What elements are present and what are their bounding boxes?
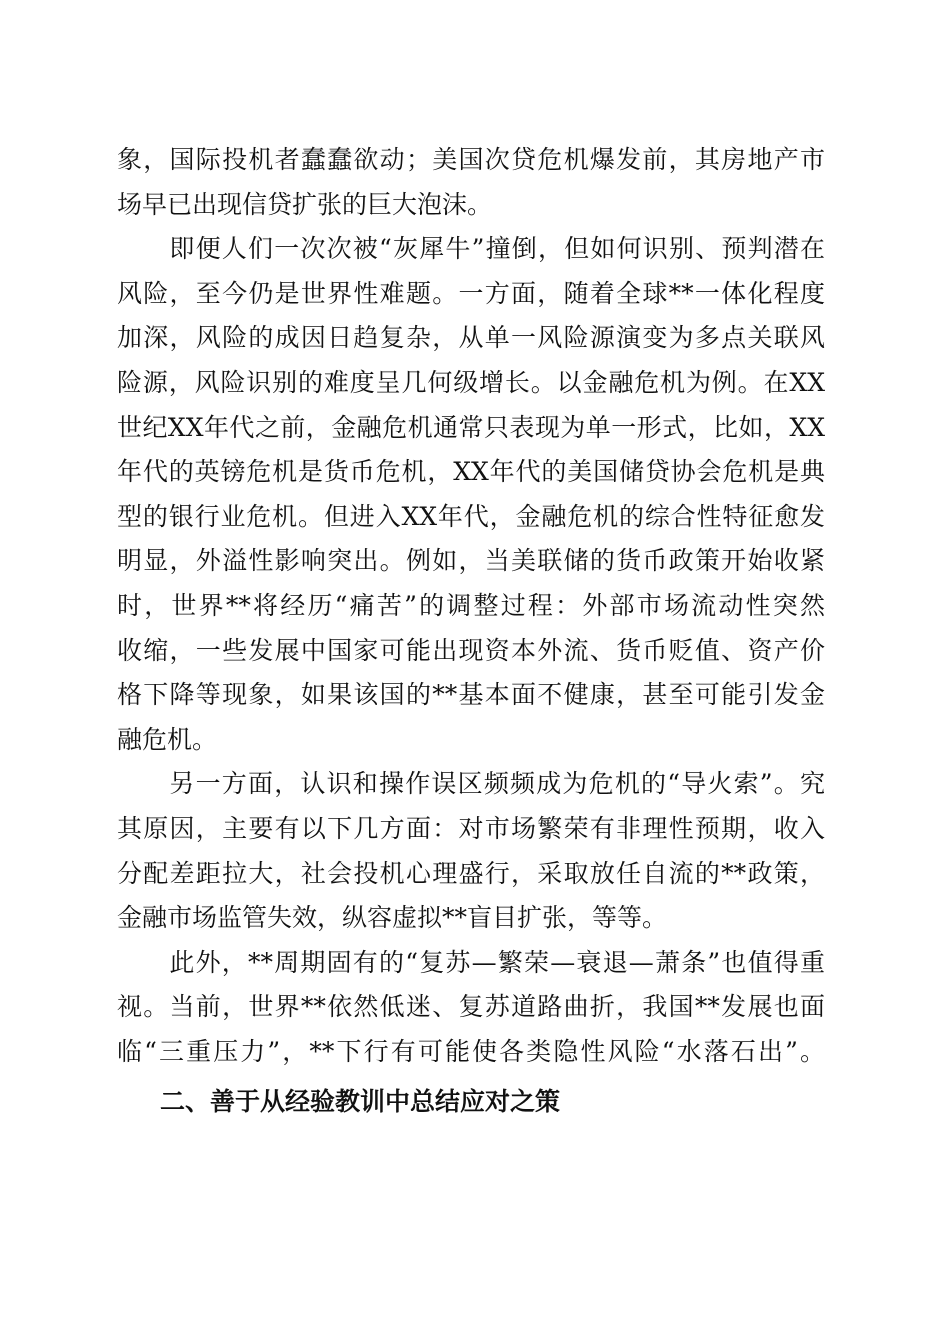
paragraph-4-line-3: 临“三重压力”，**下行有可能使各类隐性风险“水落石出”。 (117, 1036, 825, 1066)
paragraph-2-line-6: 年代的英镑危机是货币危机，XX年代的美国储贷协会危机是典 (117, 457, 825, 487)
paragraph-3-line-4: 金融市场监管失效，纵容虚拟**盲目扩张，等等。 (117, 903, 668, 933)
paragraph-2-line-10: 收缩，一些发展中国家可能出现资本外流、货币贬值、资产价 (117, 635, 825, 665)
paragraph-2-line-5: 世纪XX年代之前，金融危机通常只表现为单一形式，比如，XX (117, 412, 825, 442)
paragraph-2-line-12: 融危机。 (117, 724, 218, 754)
paragraph-1-line-2: 场早已出现信贷扩张的巨大泡沫。 (117, 189, 493, 219)
paragraph-2-line-3: 加深，风险的成因日趋复杂，从单一风险源演变为多点关联风 (117, 323, 825, 353)
paragraph-2-line-7: 型的银行业危机。但进入XX年代，金融危机的综合性特征愈发 (117, 501, 825, 531)
paragraph-2-line-11: 格下降等现象，如果该国的**基本面不健康，甚至可能引发金 (117, 680, 825, 710)
paragraph-2-line-1: 即便人们一次次被“灰犀牛”撞倒，但如何识别、预判潜在 (117, 234, 825, 264)
paragraph-3-line-2: 其原因，主要有以下几方面：对市场繁荣有非理性预期，收入 (117, 813, 825, 843)
paragraph-4-line-1: 此外，**周期固有的“复苏—繁荣—衰退—萧条”也值得重 (117, 947, 825, 977)
paragraph-2-line-8: 明显，外溢性影响突出。例如，当美联储的货币政策开始收紧 (117, 546, 825, 576)
paragraph-2-line-2: 风险，至今仍是世界性难题。一方面，随着全球**一体化程度 (117, 278, 825, 308)
body-text (117, 138, 825, 1074)
section-heading: 二、善于从经验教训中总结应对之策 (160, 1087, 561, 1116)
paragraph-2-line-4: 险源，风险识别的难度呈几何级增长。以金融危机为例。在XX (117, 367, 825, 397)
paragraph-2-line-9: 时，世界**将经历“痛苦”的调整过程：外部市场流动性突然 (117, 590, 825, 620)
paragraph-3-line-1: 另一方面，认识和操作误区频频成为危机的“导火索”。究 (117, 769, 825, 799)
paragraph-4-line-2: 视。当前，世界**依然低迷、复苏道路曲折，我国**发展也面 (117, 992, 825, 1022)
paragraph-1-line-1: 象，国际投机者蠢蠢欲动；美国次贷危机爆发前，其房地产市 (117, 145, 825, 174)
paragraph-3-line-3: 分配差距拉大，社会投机心理盛行，采取放任自流的**政策， (117, 858, 825, 888)
